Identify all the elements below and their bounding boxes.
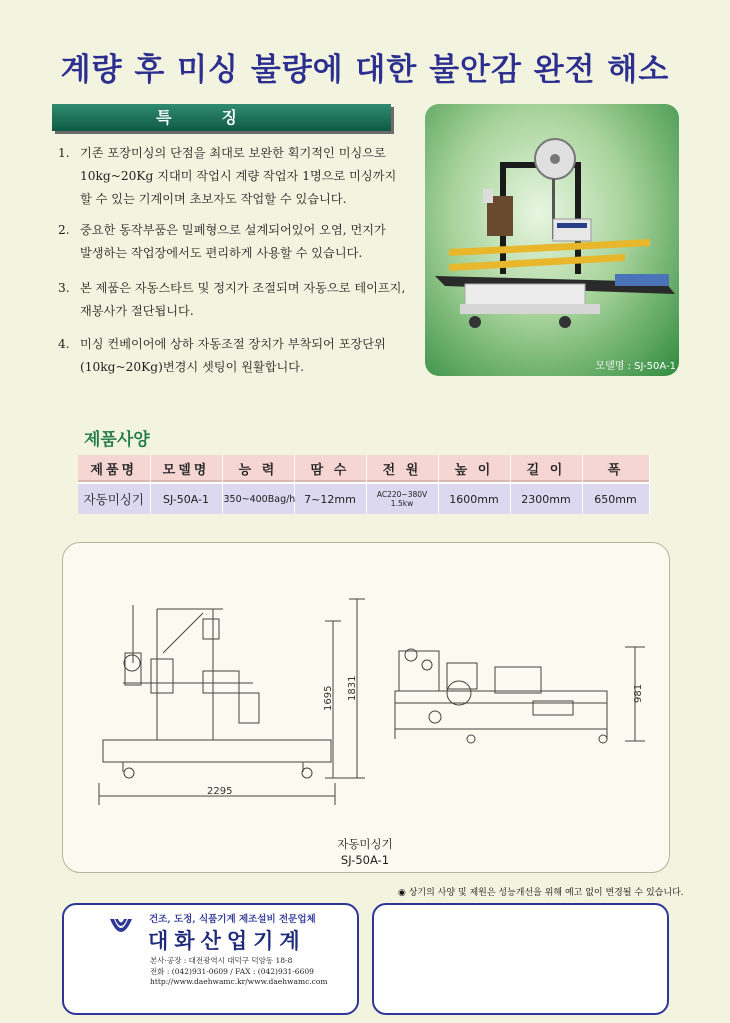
blank-box (372, 903, 669, 1015)
feature-text: 본 제품은 자동스타트 및 정지가 조절되며 자동으로 테이프지, 재봉사가 절단됩니다. (80, 281, 406, 318)
feature-text: 기존 포장미싱의 단점을 최대로 보완한 획기적인 미싱으로 10kg~20Kg 지대미 작업시 계량 작업자 1명으로 미싱까지 할 수 있는 기계이며 초보자도 작업할 수 있습니다. (80, 146, 397, 206)
sewing-machine-illustration (425, 104, 679, 376)
spec-header-cell: 땀 수 (294, 455, 366, 483)
feature-text: 중요한 동작부품은 밀폐형으로 설계되어있어 오염, 먼지가 발생하는 작업장에서도 편리하게 사용할 수 있습니다. (80, 223, 386, 260)
dimension-height-1-label: 1695 (323, 685, 334, 711)
spec-value-cell: 1600mm (438, 483, 510, 514)
spec-header-cell: 제품명 (78, 455, 150, 483)
technical-drawing-panel (62, 542, 670, 873)
spec-value-cell: 650mm (582, 483, 649, 514)
dimension-length-label: 2295 (207, 786, 233, 797)
spec-value-cell: 7~12mm (294, 483, 366, 514)
drawing-caption-line-1: 자동미싱기 (337, 837, 393, 851)
drawing-caption-line-2: SJ-50A-1 (340, 853, 390, 867)
feature-number: 2. (58, 223, 70, 237)
company-logo-icon (108, 917, 134, 947)
feature-item-4 (58, 333, 410, 379)
company-info-box (62, 903, 359, 1015)
spec-header-cell: 높 이 (438, 455, 510, 483)
company-address: 본사·공장 : 대전광역시 대덕구 덕암동 18-8 (150, 956, 293, 965)
feature-number: 3. (58, 281, 70, 295)
company-name: 대화산업기계 (148, 929, 306, 953)
feature-item-2 (58, 219, 410, 265)
company-phone: 전화 : (042)931-0609 / FAX : (042)931-6609 (150, 967, 314, 976)
spec-value-row (78, 483, 649, 514)
feature-item-1 (58, 142, 410, 211)
feature-text: 미싱 컨베이어에 상하 자동조절 장치가 부착되어 포장단위 (10kg~20Kg)변경시 셋팅이 원활합니다. (80, 337, 386, 374)
spec-header-row (78, 455, 649, 483)
spec-value-cell: 350~400Bag/h (222, 483, 294, 514)
spec-value-cell: AC220~380V 1.5kw (366, 483, 438, 514)
photo-caption: 모델명 : SJ-50A-1 (595, 361, 676, 372)
change-notice: ◉ 상기의 사양 및 제원은 성능개선을 위해 예고 없이 변경될 수 있습니다. (398, 888, 684, 898)
side-view (395, 647, 645, 743)
spec-header-cell: 폭 (582, 455, 649, 483)
technical-drawing (63, 543, 669, 872)
dimension-width-label: 981 (633, 683, 644, 703)
feature-item-3 (58, 277, 410, 323)
spec-header-cell: 길 이 (510, 455, 582, 483)
spec-value-cell: SJ-50A-1 (150, 483, 222, 514)
spec-header-cell: 능 력 (222, 455, 294, 483)
spec-title: 제품사양 (84, 430, 150, 450)
drawing-caption (310, 836, 420, 868)
spec-value-cell: 2300mm (510, 483, 582, 514)
features-header: 특징 (52, 104, 391, 131)
page-title: 계량 후 미싱 불량에 대한 불안감 완전 해소 (60, 52, 670, 88)
company-tagline: 건조, 도정, 식품기계 제조설비 전문업체 (149, 914, 316, 925)
feature-number: 4. (58, 337, 70, 351)
spec-header-cell: 전 원 (366, 455, 438, 483)
spec-value-cell: 자동미싱기 (78, 483, 150, 514)
feature-number: 1. (58, 146, 70, 160)
product-photo (425, 104, 679, 376)
dimension-height-2-label: 1831 (347, 675, 358, 701)
company-website: http://www.daehwamc.kr/www.daehwamc.com (150, 977, 328, 986)
spec-table (78, 455, 650, 514)
spec-header-cell: 모델명 (150, 455, 222, 483)
